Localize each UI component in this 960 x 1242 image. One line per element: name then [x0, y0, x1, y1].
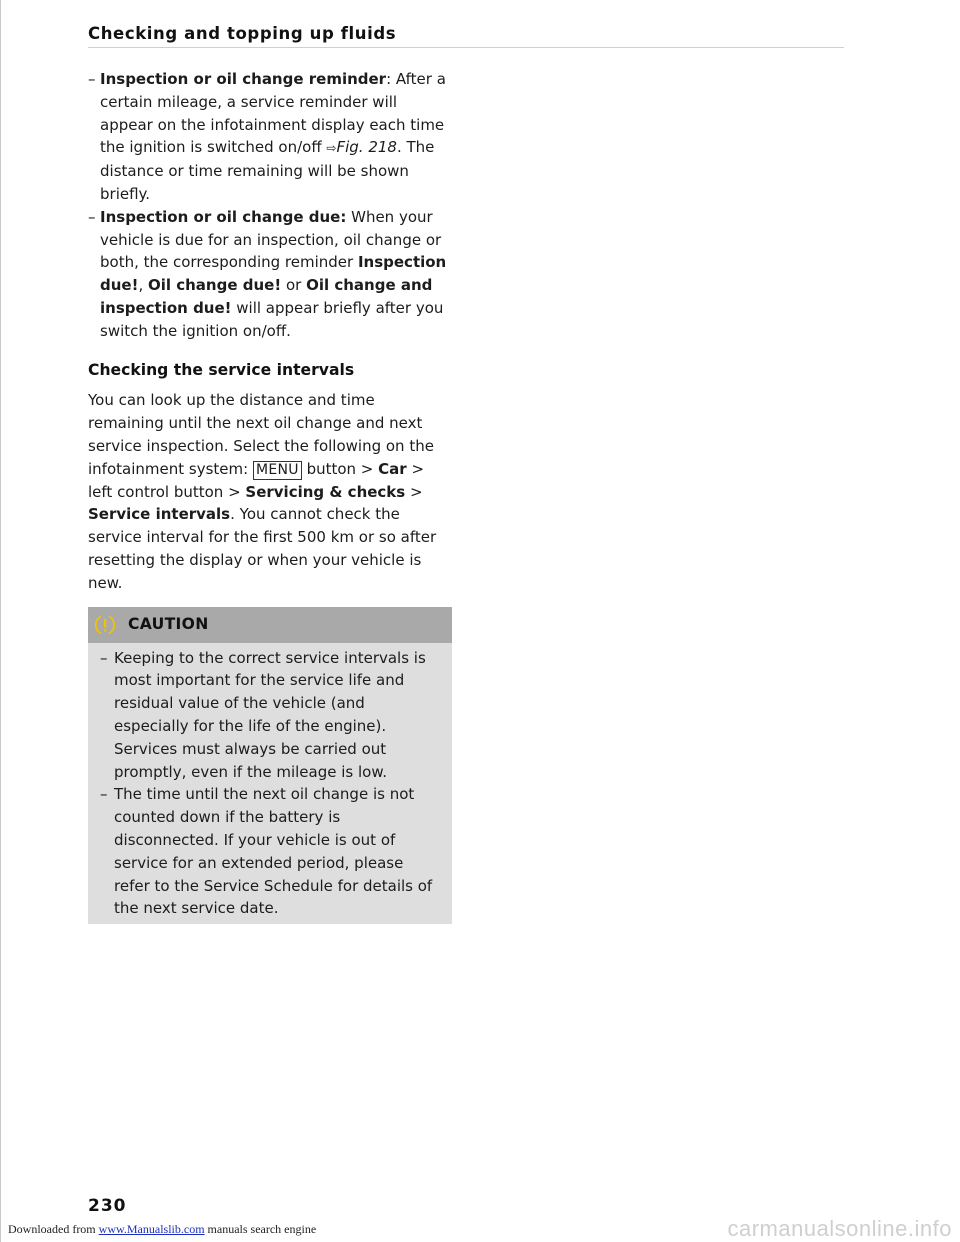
page-edge	[0, 0, 7, 1242]
list-item: – Keeping to the correct service intervals is most important for the service life and residual value of the vehicle (and especially for the life of the engine). Services must always be carried out promptly, even if the mileage is low.	[100, 647, 434, 784]
footer-downloaded-text: Downloaded from	[8, 1222, 99, 1236]
menu-key-label: MENU	[253, 461, 302, 480]
footer-suffix-text: manuals search engine	[204, 1222, 317, 1236]
dash-marker: –	[88, 207, 96, 226]
term: Inspection or oil change reminder	[100, 70, 387, 88]
section-heading: Checking the service intervals	[88, 360, 355, 379]
main-column	[88, 68, 452, 924]
list-item: – The time until the next oil change is not counted down if the battery is disconnected. If your vehicle is out of service for an extended period, please refer to the Service Schedule for details of the next service date.	[100, 783, 434, 920]
caution-label: CAUTION	[128, 615, 209, 634]
caution-body	[88, 643, 452, 925]
manualslib-link[interactable]: www.Manualslib.com	[98, 1222, 205, 1236]
footer	[0, 1216, 960, 1242]
watermark: carmanualsonline.info	[727, 1216, 952, 1241]
caution-exclamation-icon	[94, 614, 116, 636]
arrow-icon: ⇨	[326, 141, 337, 156]
figure-reference[interactable]: Fig. 218	[336, 138, 397, 157]
dash-marker: –	[88, 70, 96, 88]
list-item: – Inspection or oil change reminder: After a certain mileage, a service reminder will appear on the infotainment display each time the ignition is switched on/off ⇨Fig. 218. The distance or time remaining will be shown briefly.	[88, 68, 452, 206]
section-paragraph: You can look up the distance and time remaining until the next oil change and next service inspection. Select the following on the infotainment system: MENU button > Car > left control button > Servicing & checks > Service intervals. You cannot check the service interval for the first 500 km or so after resetting the display or when your vehicle is new.	[88, 391, 437, 592]
caution-header	[88, 607, 452, 643]
dash-marker: –	[100, 785, 108, 804]
list-item: – Inspection or oil change due: When your vehicle is due for an inspection, oil change or both, the corresponding reminder Inspection due!, Oil change due! or Oil change and inspection due! will appear briefly after you switch the ignition on/off.	[88, 206, 452, 343]
term: Inspection or oil change due:	[100, 207, 347, 226]
page-title: Checking and topping up fluids	[88, 24, 397, 43]
dash-marker: –	[100, 648, 108, 667]
page-number: 230	[88, 1196, 127, 1216]
caution-box	[88, 607, 452, 925]
page-header	[88, 24, 844, 48]
